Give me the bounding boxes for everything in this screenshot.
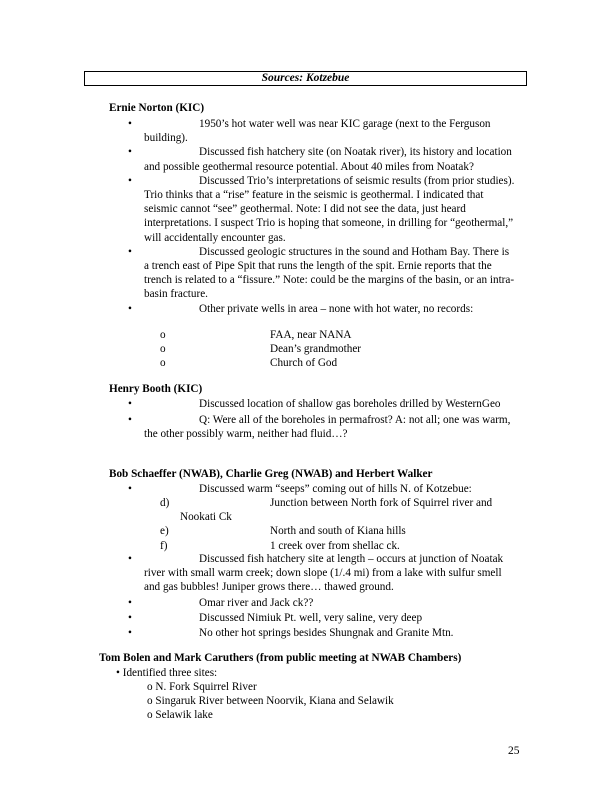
bullet-text: Discussed fish hatchery site at length – occurs at junction of Noatak river with small warm creek; down slope (1/.4 mi) from a lake with sulfur smell and gas bubbles! Juniper grows there… thawed ground. — [144, 553, 504, 594]
bullet-marker: • — [128, 611, 132, 624]
sub-text: Dean’s grandmother — [270, 343, 362, 356]
list-item — [0, 482, 516, 496]
list-item — [0, 611, 516, 625]
bullet-list — [0, 397, 516, 442]
lettered-text: 1 creek over from shellac ck. — [270, 539, 400, 552]
bullet-marker: • — [128, 302, 132, 315]
list-item — [0, 145, 516, 173]
section-title: Bob Schaeffer (NWAB), Charlie Greg (NWAB) and Herbert Walker — [109, 468, 433, 480]
sub-text: N. Fork Squirrel River — [155, 681, 257, 693]
sub-text: FAA, near NANA — [270, 329, 352, 341]
bullet-list — [0, 117, 516, 316]
lettered-text: North and south of Kiana hills — [270, 525, 406, 538]
sub-marker: o — [147, 709, 153, 722]
list-item — [0, 552, 516, 595]
bullet-marker: • — [128, 627, 132, 640]
bullet-text: Identified three sites: — [122, 667, 218, 679]
sub-item — [147, 680, 394, 694]
bullet-marker: • — [128, 174, 132, 187]
bullet-text: Discussed fish hatchery site (on Noatak river), its history and location and possible geothermal resource potential. About 40 miles from Noatak? — [144, 146, 512, 173]
letter-marker: d) — [160, 497, 170, 509]
list-item — [0, 397, 516, 411]
bullet-text: Discussed geologic structures in the sound and Hotham Bay. There is a trench east of Pipe Spit that runs the length of the spit. Ernie reports that the trench is related to a “fissure.” Note: could be the margins of the basin, or an intra-basin fracture. — [144, 245, 515, 301]
sub-marker: o — [160, 343, 166, 356]
sub-text: Singaruk River between Noorvik, Kiana and Selawik — [155, 695, 394, 708]
bullet-text: Discussed warm “seeps” coming out of hills N. of Kotzebue: — [199, 483, 472, 495]
sources-header: Sources: Kotzebue — [84, 71, 527, 86]
bullet-text: No other hot springs besides Shungnak and Granite Mtn. — [199, 627, 454, 640]
bullet-marker: • — [128, 596, 132, 609]
section-title: Tom Bolen and Mark Caruthers (from public meeting at NWAB Chambers) — [99, 652, 462, 664]
list-item — [0, 174, 516, 245]
bullet-marker: • — [116, 667, 120, 679]
sub-marker: o — [147, 695, 153, 708]
letter-marker: f) — [160, 539, 168, 552]
sub-item — [0, 328, 612, 342]
sub-list — [0, 328, 612, 371]
sub-marker: o — [160, 357, 166, 370]
bullet-text: Other private wells in area – none with hot water, no records: — [199, 302, 474, 315]
letter-marker: e) — [160, 525, 169, 538]
sub-item — [0, 356, 612, 370]
lettered-item — [0, 539, 510, 553]
sub-item — [147, 708, 394, 722]
bullet-marker: • — [128, 118, 132, 130]
section-title: Henry Booth (KIC) — [109, 383, 203, 395]
list-item — [0, 626, 516, 640]
bullet-marker: • — [128, 146, 132, 159]
list-item — [0, 596, 516, 610]
sub-item — [0, 342, 612, 356]
sub-marker: o — [147, 681, 153, 693]
bullet-text: 1950’s hot water well was near KIC garage (next to the Ferguson building). — [144, 118, 491, 145]
bullet-text: Discussed location of shallow gas boreholes drilled by WesternGeo — [199, 398, 501, 410]
bullet-text: Omar river and Jack ck?? — [199, 596, 314, 609]
bullet-list — [0, 482, 516, 496]
bullet-marker: • — [128, 483, 132, 495]
sub-text: Church of God — [270, 357, 338, 370]
lettered-item — [0, 524, 510, 538]
sub-list — [147, 680, 394, 723]
sub-item — [147, 694, 394, 708]
sub-text: Selawik lake — [155, 709, 213, 722]
sub-marker: o — [160, 329, 166, 341]
bullet-text: Discussed Trio’s interpretations of seismic results (from prior studies). Trio thinks that a “rise” feature in the seismic is geothermal. I indicated that seismic cannot “see” geothermal. Note: I did not see the data, just heard interpretations. I suspect Trio is hoping that someone, in drilling for “geothermal,” will accidentally encounter gas. — [144, 174, 515, 244]
lettered-text: Junction between North fork of Squirrel river and Nookati Ck — [180, 497, 493, 524]
list-item — [0, 302, 516, 316]
list-item — [0, 117, 516, 145]
section-title: Ernie Norton (KIC) — [109, 102, 205, 114]
list-item — [116, 666, 217, 680]
bullet-marker: • — [128, 414, 132, 427]
lettered-item — [0, 496, 510, 524]
bullet-marker: • — [128, 245, 132, 258]
bullet-list — [0, 552, 516, 640]
page-number: 25 — [508, 745, 520, 757]
bullet-text: Discussed Nimiuk Pt. well, very saline, very deep — [199, 611, 423, 624]
list-item — [0, 245, 516, 302]
lettered-list — [0, 496, 612, 553]
bullet-marker: • — [128, 398, 132, 410]
list-item — [0, 413, 516, 441]
bullet-marker: • — [128, 553, 132, 565]
bullet-text: Q: Were all of the boreholes in permafrost? A: not all; one was warm, the other possibly warm, neither had fluid…? — [144, 414, 511, 441]
